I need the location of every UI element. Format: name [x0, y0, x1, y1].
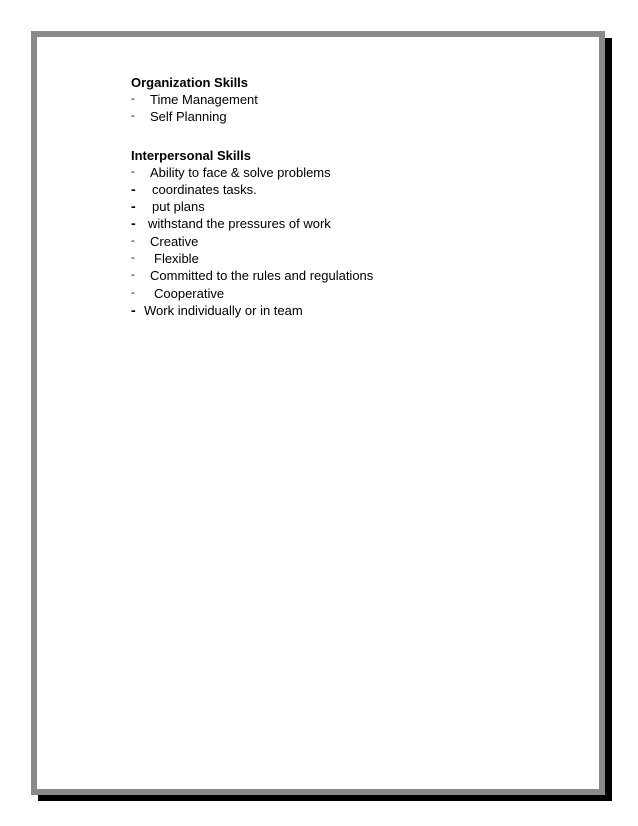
bullet-dash: -: [131, 301, 136, 318]
bullet-dash: -: [131, 269, 135, 282]
list-item-label: Self Planning: [150, 109, 227, 125]
interpersonal-skills-list: [131, 164, 571, 320]
list-item-label: coordinates tasks.: [152, 181, 257, 197]
bullet-dash: -: [131, 93, 135, 105]
list-item: [131, 250, 571, 267]
bullet-dash: -: [131, 180, 136, 197]
bullet-dash: -: [131, 165, 135, 178]
list-item: [131, 91, 571, 108]
list-item-label: Time Management: [150, 92, 258, 107]
list-item: [131, 164, 571, 181]
list-item-label: put plans: [152, 199, 205, 215]
organization-skills-list: [131, 91, 571, 126]
organization-skills-heading: Organization Skills: [131, 75, 249, 90]
list-item-label: Creative: [150, 233, 199, 249]
document-content: [131, 75, 571, 319]
interpersonal-skills-heading: Interpersonal Skills: [131, 147, 251, 163]
list-item: [131, 181, 571, 198]
list-item-label: Cooperative: [154, 285, 225, 301]
list-item: [131, 285, 571, 302]
list-item: [131, 108, 571, 125]
list-item-label: Committed to the rules and regulations: [150, 268, 374, 284]
bullet-dash: -: [131, 198, 136, 215]
list-item: [131, 215, 571, 232]
list-item: [131, 302, 571, 319]
list-item-label: Ability to face & solve problems: [150, 164, 331, 180]
list-item-label: Work individually or in team: [144, 302, 303, 318]
document-page: [31, 31, 605, 795]
list-item: [131, 198, 571, 215]
list-item-label: Flexible: [154, 251, 199, 267]
list-item-label: withstand the pressures of work: [148, 216, 331, 232]
bullet-dash: -: [131, 215, 136, 232]
bullet-dash: -: [131, 234, 135, 247]
bullet-dash: -: [131, 252, 135, 265]
list-item: [131, 267, 571, 284]
bullet-dash: -: [131, 286, 135, 299]
list-item: [131, 233, 571, 250]
bullet-dash: -: [131, 110, 135, 123]
